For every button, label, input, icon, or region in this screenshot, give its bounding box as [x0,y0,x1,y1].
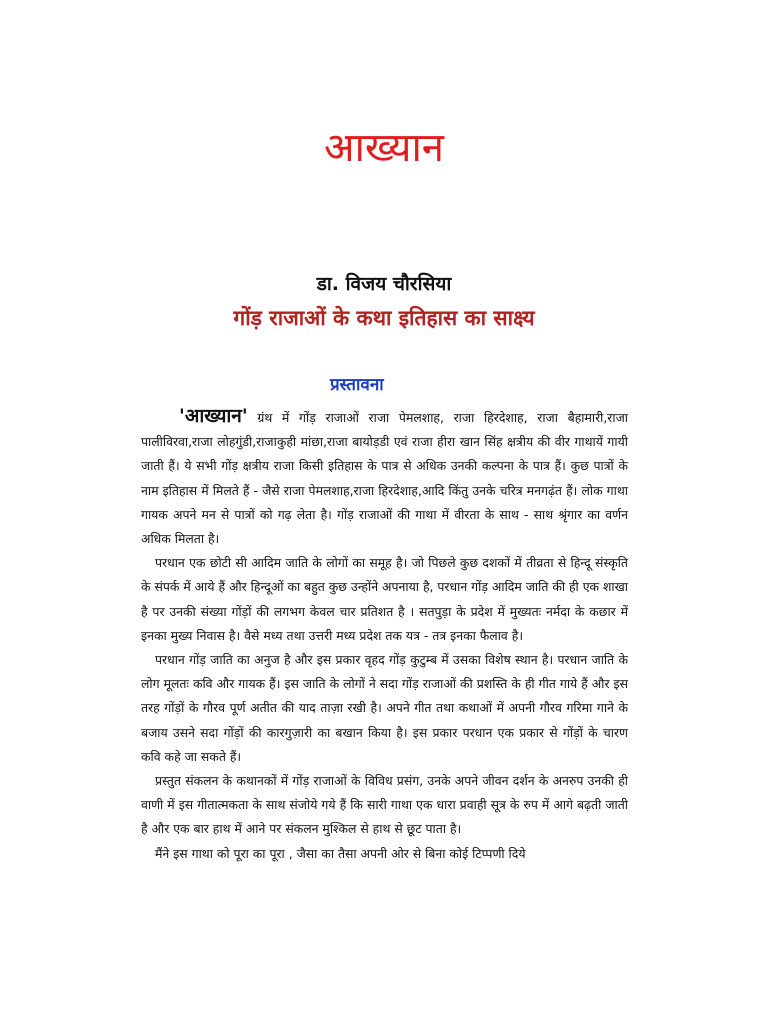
paragraph-3: प्रस्तुत संकलन के कथानकों में गोंड़ राजाओं के विविध प्रसंग, उनके अपने जीवन दर्शन के अनरुप उनकी ही वाणी में इस गीतात्मकता के साथ संजोये गये हैं कि सारी गाथा एक धारा प्रवाही सूत्र के रुप में आगे बढ़ती जाती है और एक बार हाथ में आने पर संकलन मुश्किल से हाथ से छूट पाता है। [141,773,628,837]
paragraph-4: मैंने इस गाथा को पूरा का पूरा , जैसा का तैसा अपनी ओर से बिना कोई टिप्पणी दिये [155,845,526,861]
document-title: आख्यान [323,125,445,171]
intro-paragraph-text: ग्रंथ में गोंड़ राजाओं राजा पेमलशाह, राजा हिरदेशाह, राजा बैहामारी,राजा पालीविरवा,राजा लोहगुंडी,राजाकुही मांछा,राजा बायोड़डी एवं राजा हीरा खान सिंह क्षत्रीय की वीर गाथायें गायी जाती हैं। ये सभी गोंड़ क्षत्रीय राजा किसी इतिहास के पात्र से अधिक उनकी कल्पना के पात्र हैं। कुछ पात्रों के नाम इतिहास में मिलते हैं - जैसे राजा पेमलशाह,राजा हिरदेशाह,आदि किंतु उनके चरित्र मनगढ़ंत हैं। लोक गाथा गायक अपने मन से पात्रों को गढ़ लेता है। गोंड़ राजाओं की गाथा में वीरता के साथ - साथ श्रृंगार का वर्णन अधिक मिलता है। [141,410,628,547]
intro-lead-word: 'आख्यान' [179,405,248,427]
section-heading-preface: प्रस्तावना [330,375,384,395]
intro-paragraph [141,404,628,551]
author-name: डा. विजय चौरसिया [316,273,452,295]
body-text [141,404,628,866]
paragraph-1: परधान एक छोटी सी आदिम जाति के लोगों का समूह है। जो पिछले कुछ दशकों में तीव्रता से हिन्दू संस्कृति के संपर्क में आये हैं और हिन्दूओं का बहुत कुछ उन्होंने अपनाया है, परधान गोंड़ आदिम जाति की ही एक शाखा है पर उनकी संख्या गोंड़ों की लगभग केवल चार प्रतिशत है । सतपुड़ा के प्रदेश में मुख्यतः नर्मदा के कछार में इनका मुख्य निवास है। वैसे मध्य तथा उत्तरी मध्य प्रदेश तक यत्र - तत्र इनका फैलाव है। [141,555,628,643]
document-subtitle: गोंड़ राजाओं के कथा इतिहास का साक्ष्य [233,306,535,330]
paragraph-2: परधान गोंड़ जाति का अनुज है और इस प्रकार वृहद गोंड़ कुटुम्ब में उसका विशेष स्थान है। परधान जाति के लोग मूलतः कवि और गायक हैं। इस जाति के लोगों ने सदा गोंड़ राजाओं की प्रशस्ति के ही गीत गाये हैं और इस तरह गोंड़ों के गौरव पूर्ण अतीत की याद ताज़ा रखी है। अपने गीत तथा कथाओं में अपनी गौरव गरिमा गाने के बजाय उसने सदा गोंड़ों की कारगुज़ारी का बखान किया है। इस प्रकार परधान एक प्रकार से गोंड़ों के चारण कवि कहे जा सकते हैं। [141,652,628,764]
